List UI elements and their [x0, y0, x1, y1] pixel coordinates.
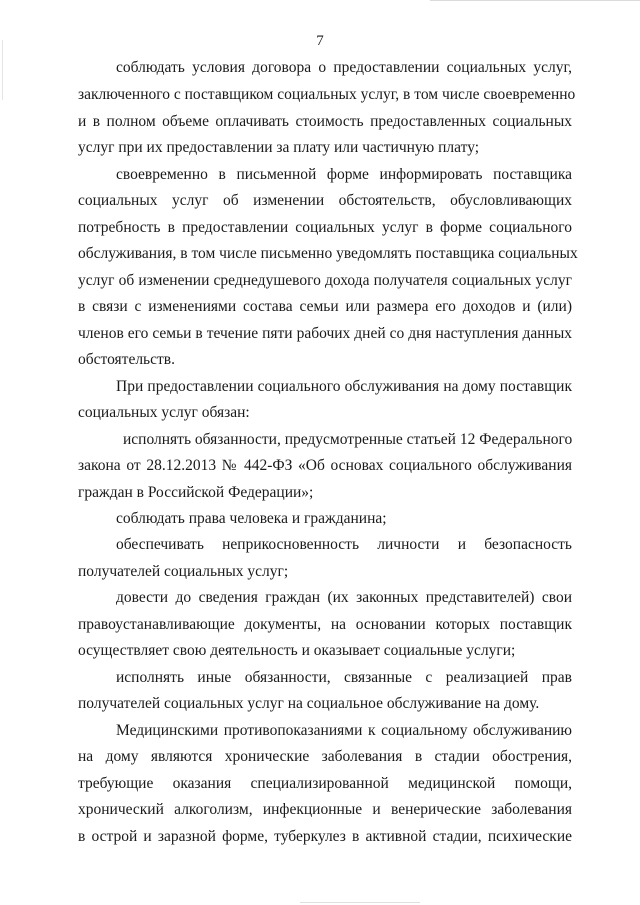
- text-line: социальных услуг об изменении обстоятельств, обусловливающих: [78, 192, 572, 209]
- text-line: в связи с изменениями состава семьи или размера его доходов и (или): [78, 298, 572, 315]
- text-line: на дому являются хронические заболевания в стадии обострения,: [78, 748, 572, 765]
- scan-edge-mark: [2, 40, 3, 100]
- text-line: При предоставлении социального обслуживания на дому поставщик: [116, 378, 572, 395]
- text-line: услуг при их предоставлении за плату или частичную плату;: [78, 139, 480, 156]
- text-line: обстоятельств.: [78, 351, 175, 368]
- scan-edge-mark: [300, 902, 420, 903]
- text-line: в острой и заразной форме, туберкулез в активной стадии, психические: [78, 828, 572, 845]
- text-line: хронический алкоголизм, инфекционные и венерические заболевания: [78, 801, 572, 818]
- text-line: своевременно в письменной форме информировать поставщика: [116, 166, 572, 183]
- page-number: 7: [316, 33, 324, 49]
- scan-edge-mark: [430, 0, 640, 1]
- text-line: закона от 28.12.2013 № 442-ФЗ «Об основах социального обслуживания: [78, 457, 572, 474]
- text-line: потребность в предоставлении социальных услуг в форме социального: [78, 219, 572, 236]
- text-line: требующие оказания специализированной медицинской помощи,: [78, 775, 572, 792]
- text-line: членов его семьи в течение пяти рабочих дней со дня наступления данных: [78, 325, 572, 342]
- text-line: осуществляет свою деятельность и оказывает социальные услуги;: [78, 642, 516, 659]
- text-line: получателей социальных услуг на социальное обслуживание на дому.: [78, 695, 540, 712]
- text-line: исполнять обязанности, предусмотренные статьей 12 Федерального: [123, 431, 573, 448]
- text-line: обеспечивать неприкосновенность личности и безопасность: [116, 536, 572, 553]
- text-line: исполнять иные обязанности, связанные с реализацией прав: [116, 669, 572, 686]
- text-line: социальных услуг обязан:: [78, 404, 250, 421]
- text-line: соблюдать права человека и гражданина;: [116, 510, 387, 527]
- text-line: правоустанавливающие документы, на основании которых поставщик: [78, 616, 572, 633]
- text-line: заключенного с поставщиком социальных услуг, в том числе своевременно: [78, 86, 576, 103]
- text-line: получателей социальных услуг;: [78, 563, 289, 580]
- text-line: граждан в Российской Федерации»;: [78, 484, 314, 501]
- text-line: услуг об изменении среднедушевого дохода получателя социальных услуг: [78, 272, 572, 289]
- text-line: соблюдать условия договора о предоставлении социальных услуг,: [116, 59, 572, 76]
- text-line: Медицинскими противопоказаниями к социальному обслуживанию: [116, 722, 572, 739]
- text-line: довести до сведения граждан (их законных представителей) свои: [116, 589, 572, 606]
- text-line: и в полном объеме оплачивать стоимость предоставленных социальных: [78, 113, 572, 130]
- text-line: обслуживания, в том числе письменно уведомлять поставщика социальных: [78, 245, 578, 262]
